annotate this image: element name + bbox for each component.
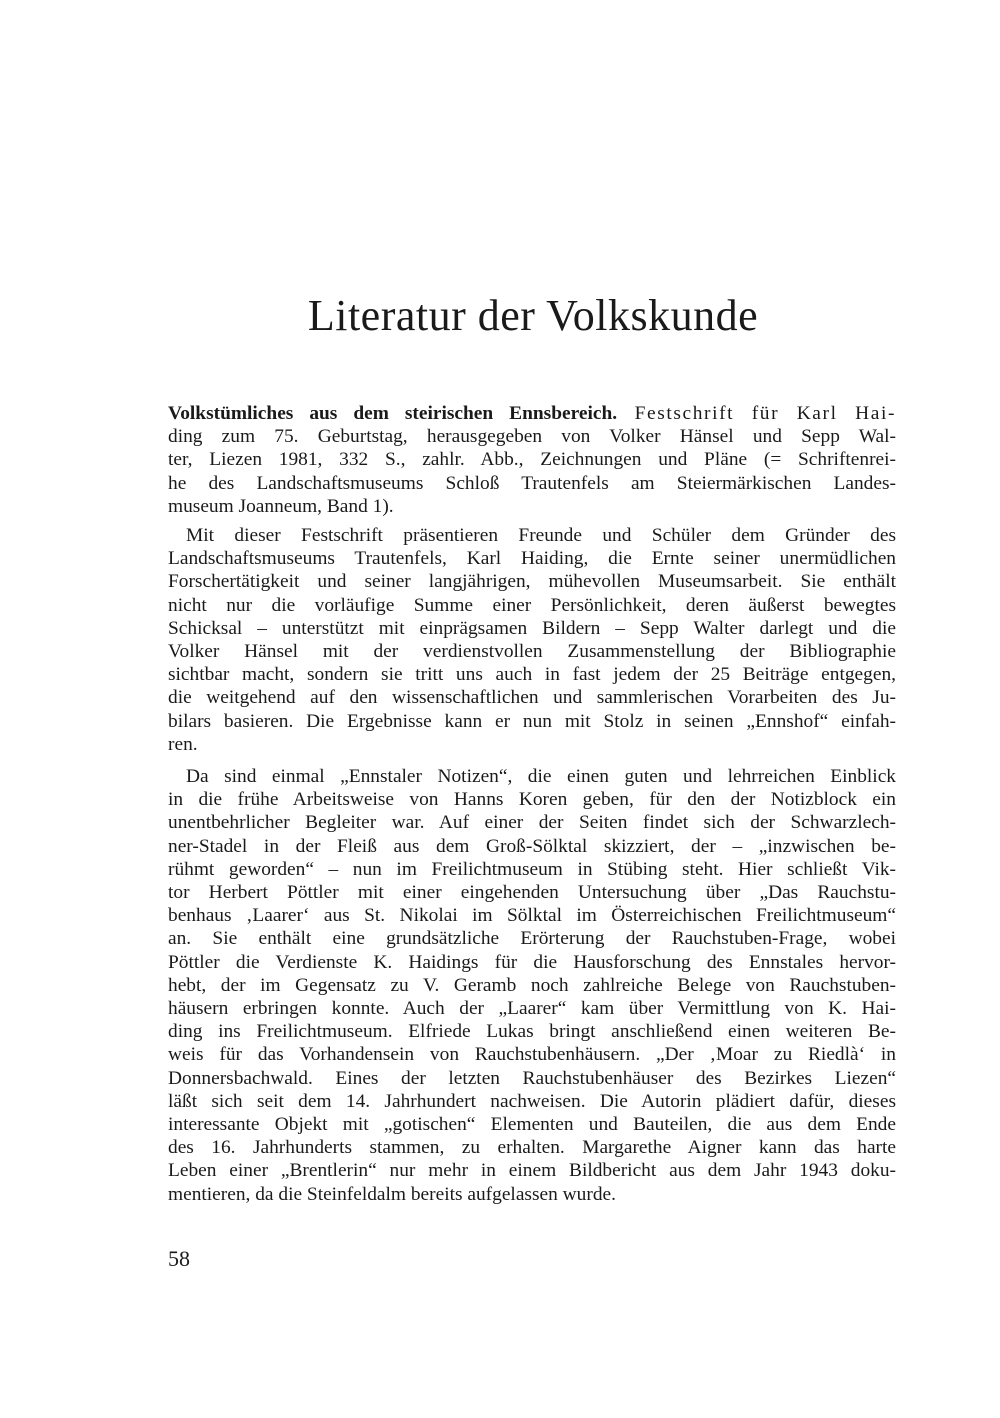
paragraph-line: hebt, der im Gegensatz zu V. Geramb noch zahlreiche Belege von Rauchstuben- — [168, 974, 896, 996]
paragraph-intro — [168, 524, 896, 756]
paragraph-line: sichtbar macht, sondern sie tritt uns auch in fast jedem der 25 Beiträge entgegen, — [168, 664, 896, 686]
paragraph-line: ding ins Freilichtmuseum. Elfriede Lukas bringt anschließend einen weiteren Be- — [168, 1021, 896, 1043]
paragraph-line: Leben einer „Brentlerin“ nur mehr in einem Bildbericht aus dem Jahr 1943 doku- — [168, 1160, 896, 1182]
paragraph-line: die weitgehend auf den wissenschaftlichen und sammlerischen Vorarbeiten des Ju- — [168, 687, 896, 709]
paragraph-line: Landschaftsmuseums Trautenfels, Karl Haiding, die Ernte seiner unermüdlichen — [168, 548, 896, 570]
paragraph-line: Da sind einmal „Ennstaler Notizen“, die einen guten und lehrreichen Einblick — [186, 766, 896, 787]
paragraph-line: weis für das Vorhandensein von Rauchstubenhäusern. „Der ‚Moar zu Riedlà‘ in — [168, 1044, 896, 1066]
paragraph-line: unentbehrlicher Begleiter war. Auf einer der Seiten findet sich der Schwarzlech- — [168, 812, 896, 834]
review-heading — [168, 402, 896, 518]
paragraph-line: interessante Objekt mit „gotischen“ Elementen und Bauteilen, die aus dem Ende — [168, 1114, 896, 1136]
page-number: 58 — [168, 1246, 190, 1271]
paragraph-line: tor Herbert Pöttler mit einer eingehenden Untersuchung über „Das Rauchstu- — [168, 882, 896, 904]
review-heading-line: museum Joanneum, Band 1). — [168, 495, 394, 517]
paragraph-line: in die frühe Arbeitsweise von Hanns Koren geben, für den der Notizblock ein — [168, 789, 896, 811]
paragraph-line: rühmt geworden“ – nun im Freilichtmuseum in Stübing steht. Hier schließt Vik- — [168, 858, 896, 880]
paragraph-line: des 16. Jahrhunderts stammen, zu erhalten. Margarethe Aigner kann das harte — [168, 1137, 896, 1159]
page-title: Literatur der Volkskunde — [307, 291, 759, 340]
review-heading-line — [168, 402, 896, 425]
review-heading-line: ter, Liezen 1981, 332 S., zahlr. Abb., Zeichnungen und Pläne (= Schriftenrei- — [168, 449, 896, 471]
paragraph-contributions — [168, 765, 896, 1206]
paragraph-line: Pöttler die Verdienste K. Haidings für die Hausforschung des Ennstales hervor- — [168, 951, 896, 973]
paragraph-line: nicht nur die vorläufige Summe einer Persönlichkeit, deren äußerst bewegtes — [168, 594, 896, 616]
review-heading-line: ding zum 75. Geburtstag, herausgegeben von Volker Hänsel und Sepp Wal- — [168, 426, 896, 448]
book-title: Volkstümliches aus dem steirischen Ennsbereich. — [168, 403, 618, 424]
paragraph-line: ren. — [168, 733, 198, 755]
paragraph-line: Schicksal – unterstützt mit einprägsamen Bildern – Sepp Walter darlegt und die — [168, 617, 896, 639]
paragraph-line: Donnersbachwald. Eines der letzten Rauchstubenhäuser des Bezirkes Liezen“ — [168, 1067, 896, 1089]
paragraph-line: Volker Hänsel mit der verdienstvollen Zusammenstellung der Bibliographie — [168, 641, 896, 663]
paragraph-line: läßt sich seit dem 14. Jahrhundert nachweisen. Die Autorin plädiert dafür, dieses — [168, 1090, 896, 1112]
paragraph-line: benhaus ‚Laarer‘ aus St. Nikolai im Sölktal im Österreichischen Freilichtmuseum“ — [168, 905, 896, 927]
paragraph-line: Forschertätigkeit und seiner langjährigen, mühevollen Museumsarbeit. Sie enthält — [168, 571, 896, 593]
paragraph-line: an. Sie enthält eine grundsätzliche Erörterung der Rauchstuben-Frage, wobei — [168, 928, 896, 950]
paragraph-line: Mit dieser Festschrift präsentieren Freunde und Schüler dem Gründer des — [186, 525, 896, 546]
book-subtitle: Festschrift für Karl Hai- — [617, 403, 896, 424]
paragraph-line: mentieren, da die Steinfeldalm bereits aufgelassen wurde. — [168, 1183, 616, 1205]
paragraph-line: bilars basieren. Die Ergebnisse kann er nun mit Stolz in seinen „Ennshof“ einfah- — [168, 710, 896, 732]
paragraph-line: häusern erbringen konnte. Auch der „Laarer“ kam über Vermittlung von K. Hai- — [168, 998, 896, 1020]
paragraph-line: ner-Stadel in der Fleiß aus dem Groß-Sölktal skizziert, der – „inzwischen be- — [168, 835, 896, 857]
review-heading-line: he des Landschaftsmuseums Schloß Trautenfels am Steiermärkischen Landes- — [168, 472, 896, 494]
